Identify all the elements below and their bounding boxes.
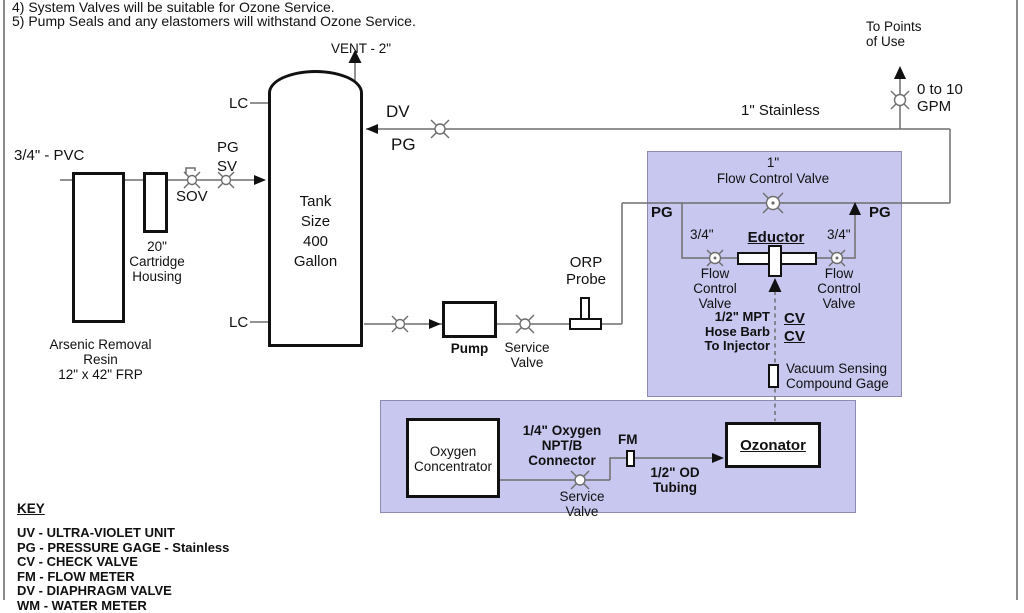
eductor-label: Eductor [747, 229, 805, 246]
return-into-tank-arrow [366, 124, 378, 134]
cartridge-housing-label: 20" Cartridge Housing [129, 239, 185, 284]
od-tubing-label: 1/2" OD Tubing [650, 465, 700, 495]
pg-feed-label: PG [217, 139, 239, 156]
oxygen-service-valve-label: Service Valve [559, 489, 605, 519]
flow-meter-symbol [626, 450, 635, 467]
fcv-right-valve-icon [829, 250, 845, 266]
fcv-left-valve-icon [707, 250, 723, 266]
lc-bottom-label: LC [229, 314, 249, 331]
pg-loop-right-label: PG [869, 204, 891, 221]
fm-label: FM [618, 432, 638, 447]
orp-probe-stem [580, 297, 590, 320]
into-ozonator-arrow [712, 453, 724, 463]
sov-tag-mark [186, 168, 195, 174]
lc-tap-lines [250, 103, 268, 322]
fcv-left-label: Flow Control Valve [693, 266, 737, 311]
injector-label: 1/2" MPT Hose Barb To Injector [704, 309, 770, 353]
stainless-pipe-label: 1" Stainless [741, 102, 820, 119]
eductor-return-arrow [849, 202, 861, 215]
pump-box [442, 301, 497, 338]
fcv-right-label: Flow Control Valve [817, 266, 861, 311]
tank-size-label: Tank Size 400 Gallon [293, 193, 338, 270]
gpm-label: 0 to 10 GPM [917, 81, 963, 115]
lc-top-label: LC [229, 95, 249, 112]
sov-label: SOV [176, 188, 208, 205]
eductor-suction-port [768, 245, 782, 277]
to-points-of-use-label: To Points of Use [866, 19, 922, 49]
to-points-arrow [894, 66, 906, 79]
arsenic-removal-vessel [72, 172, 125, 323]
vacuum-gage-symbol [768, 364, 779, 388]
vent-label: VENT - 2" [331, 41, 392, 56]
cv-top-label: CV [784, 310, 805, 327]
pvc-pipe-label: 3/4" - PVC [14, 147, 85, 164]
drawing-notes: 4) System Valves will be suitable for Ozone Service. 5) Pump Seals and any elastomers will withstand Ozone Service. [12, 0, 416, 29]
cv-bottom-label: CV [784, 328, 805, 345]
vacuum-gage-label: Vacuum Sensing Compound Gage [786, 361, 889, 391]
fcv-1in-label: 1" Flow Control Valve [716, 155, 830, 186]
orp-probe-base [569, 318, 602, 330]
fcv-1in-valve-icon [763, 193, 783, 213]
suction-into-eductor-arrow [769, 278, 782, 292]
into-pump-arrow [429, 319, 441, 329]
ozonator-label: Ozonator [740, 437, 806, 454]
oxygen-concentrator-label: Oxygen Concentrator [413, 444, 493, 474]
dv-label: DV [386, 102, 410, 121]
pg-return-label: PG [391, 135, 416, 154]
pipe-stainless-loop [366, 129, 950, 203]
branch-size-right-label: 3/4" [827, 227, 851, 242]
feed-into-tank-arrow [254, 175, 266, 185]
oxygen-connector-label: 1/4" Oxygen NPT/B Connector [522, 423, 602, 468]
sv-feed-label: SV [217, 158, 238, 175]
key-title: KEY [17, 501, 45, 516]
orp-probe-label: ORP Probe [565, 254, 607, 288]
key-entries: UV - ULTRA-VIOLET UNIT PG - PRESSURE GAGE - Stainless CV - CHECK VALVE FM - FLOW METER DV - DIAPHRAGM VALVE WM - WATER METER [17, 525, 230, 613]
pump-label: Pump [450, 341, 489, 356]
pg-loop-left-label: PG [651, 204, 673, 221]
pump-service-valve-label: Service Valve [504, 340, 550, 370]
cartridge-housing-vessel [143, 172, 168, 233]
arsenic-removal-label: Arsenic Removal Resin 12" x 42" FRP [49, 337, 152, 382]
branch-size-left-label: 3/4" [690, 227, 714, 242]
